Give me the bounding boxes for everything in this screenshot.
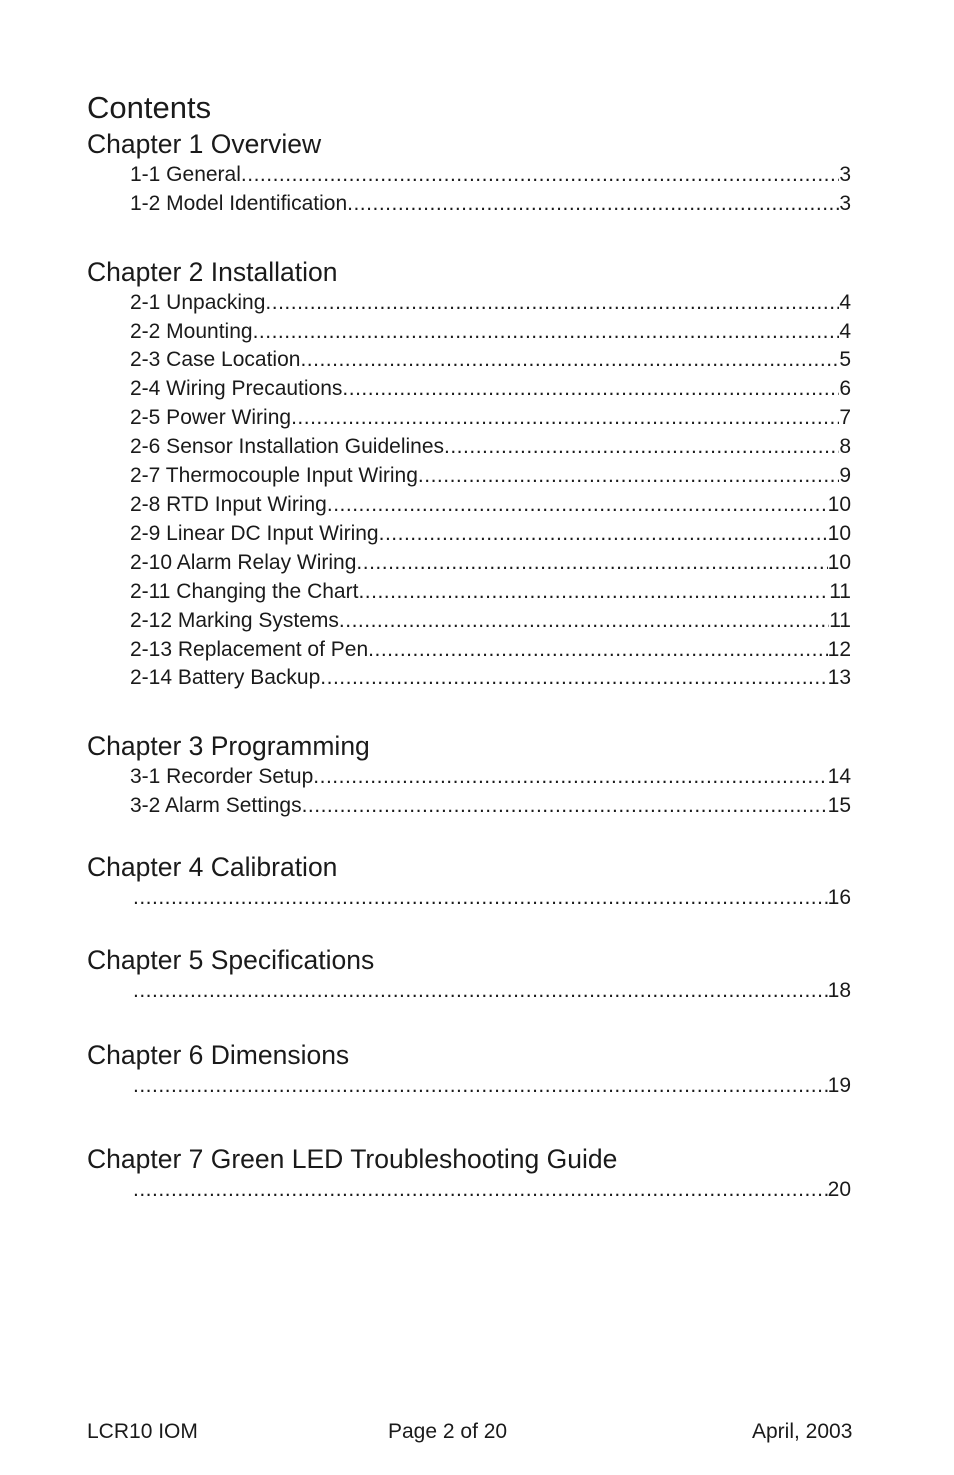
toc-entry-label: 2-11 Changing the Chart — [130, 580, 359, 603]
toc-entry-page: 16 — [827, 886, 851, 909]
dot-leader — [342, 376, 839, 402]
toc-entry-label: 1-1 General — [130, 163, 241, 186]
chapter-heading: Chapter 4 Calibration — [87, 852, 338, 882]
dot-leader — [327, 492, 828, 518]
chapter-heading: Chapter 3 Programming — [87, 731, 370, 761]
dot-leader — [291, 405, 839, 431]
toc-entry[interactable] — [130, 405, 851, 431]
toc-entry[interactable] — [130, 434, 851, 460]
toc-entry[interactable] — [130, 550, 851, 576]
dot-leader — [368, 637, 827, 663]
toc-entry[interactable] — [130, 579, 851, 605]
toc-entry[interactable] — [130, 521, 851, 547]
chapter-heading: Chapter 5 Specifications — [87, 945, 375, 975]
toc-entry-page: 14 — [827, 765, 851, 788]
footer-date: April, 2003 — [752, 1420, 853, 1443]
toc-entry-page: 6 — [839, 377, 851, 400]
toc-entry-page: 7 — [839, 406, 851, 429]
toc-entry-page: 3 — [839, 192, 851, 215]
toc-entry-page: 18 — [827, 979, 851, 1002]
toc-entry[interactable] — [130, 376, 851, 402]
toc-entry-label: 2-4 Wiring Precautions — [130, 377, 343, 400]
toc-entry[interactable] — [130, 608, 851, 634]
toc-entry[interactable] — [133, 978, 851, 1004]
toc-entry[interactable] — [133, 1073, 851, 1099]
footer-doc-id: LCR10 IOM — [87, 1420, 198, 1443]
toc-entry-page: 8 — [839, 435, 851, 458]
toc-entry[interactable] — [133, 1177, 851, 1203]
toc-entry-page: 11 — [829, 609, 851, 632]
dot-leader — [133, 885, 828, 911]
toc-entry-label: 2-14 Battery Backup — [130, 666, 321, 689]
dot-leader — [302, 793, 828, 819]
toc-entry-page: 4 — [839, 291, 851, 314]
dot-leader — [300, 347, 839, 373]
dot-leader — [320, 665, 827, 691]
toc-entry-page: 4 — [839, 320, 851, 343]
toc-entry[interactable] — [130, 290, 851, 316]
toc-entry-label: 3-1 Recorder Setup — [130, 765, 314, 788]
toc-entry[interactable] — [130, 492, 851, 518]
toc-entry-label: 2-6 Sensor Installation Guidelines — [130, 435, 445, 458]
toc-entry[interactable] — [130, 463, 851, 489]
toc-entry-label: 3-2 Alarm Settings — [130, 794, 302, 817]
toc-entry-label: 2-8 RTD Input Wiring — [130, 493, 327, 516]
toc-entry-label: 2-7 Thermocouple Input Wiring — [130, 464, 418, 487]
toc-entry-label: 2-1 Unpacking — [130, 291, 266, 314]
toc-entry-page: 13 — [827, 666, 851, 689]
toc-entry[interactable] — [130, 793, 851, 819]
toc-entry-page: 19 — [827, 1074, 851, 1097]
toc-entry-label: 1-2 Model Identification — [130, 192, 348, 215]
toc-entry-page: 10 — [827, 493, 851, 516]
toc-entry-label: 2-10 Alarm Relay Wiring — [130, 551, 357, 574]
dot-leader — [253, 319, 840, 345]
toc-entry[interactable] — [130, 319, 851, 345]
toc-entry-page: 15 — [827, 794, 851, 817]
toc-entry-label: 2-12 Marking Systems — [130, 609, 339, 632]
dot-leader — [265, 290, 839, 316]
toc-entry-page: 20 — [827, 1178, 851, 1201]
toc-entry-page: 10 — [827, 522, 851, 545]
dot-leader — [379, 521, 828, 547]
dot-leader — [313, 764, 827, 790]
toc-entry[interactable] — [130, 764, 851, 790]
toc-entry[interactable] — [130, 191, 851, 217]
page-title: Contents — [87, 90, 212, 125]
chapter-heading: Chapter 7 Green LED Troubleshooting Guide — [87, 1144, 618, 1174]
toc-entry[interactable] — [130, 637, 851, 663]
chapter-heading: Chapter 6 Dimensions — [87, 1040, 350, 1070]
dot-leader — [339, 608, 829, 634]
dot-leader — [133, 1073, 828, 1099]
toc-entry-label: 2-5 Power Wiring — [130, 406, 292, 429]
toc-entry-page: 10 — [827, 551, 851, 574]
toc-entry-label: 2-13 Replacement of Pen — [130, 638, 369, 661]
toc-entry[interactable] — [130, 347, 851, 373]
toc-entry-label: 2-9 Linear DC Input Wiring — [130, 522, 379, 545]
toc-entry-page: 3 — [839, 163, 851, 186]
toc-entry-page: 9 — [839, 464, 851, 487]
chapter-heading: Chapter 2 Installation — [87, 257, 338, 287]
footer-page-indicator: Page 2 of 20 — [388, 1420, 508, 1443]
toc-entry-label: 2-2 Mounting — [130, 320, 253, 343]
dot-leader — [444, 434, 839, 460]
dot-leader — [418, 463, 839, 489]
toc-entry-page: 11 — [829, 580, 851, 603]
dot-leader — [241, 162, 839, 188]
toc-entry-page: 12 — [827, 638, 851, 661]
toc-entry[interactable] — [130, 162, 851, 188]
dot-leader — [356, 550, 827, 576]
toc-entry-page: 5 — [839, 348, 851, 371]
dot-leader — [133, 978, 828, 1004]
toc-entry[interactable] — [133, 885, 851, 911]
dot-leader — [358, 579, 829, 605]
chapter-heading: Chapter 1 Overview — [87, 129, 322, 159]
toc-entry[interactable] — [130, 665, 851, 691]
dot-leader — [133, 1177, 828, 1203]
toc-entry-label: 2-3 Case Location — [130, 348, 301, 371]
dot-leader — [347, 191, 839, 217]
